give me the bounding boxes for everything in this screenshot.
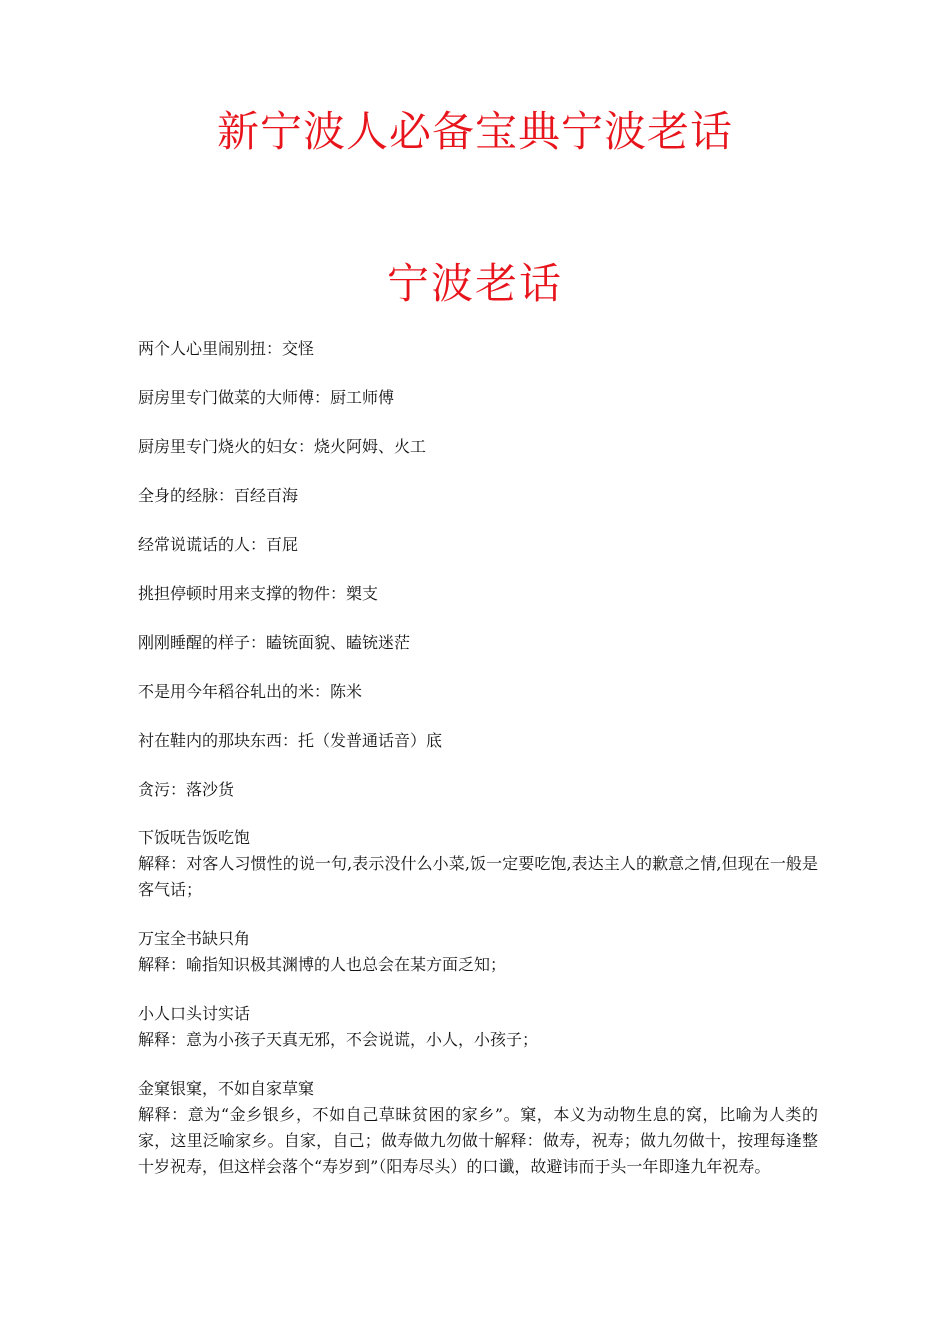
proverb-block [138,825,818,903]
section-heading: 宁波老话 [386,259,563,308]
term-entry: 厨房里专门烧火的妇女：烧火阿姆、火工 [138,437,427,456]
proverb-explanation: 解释：意为“金乡银乡，不如自己草昧贫困的家乡”。窠，本义为动物生息的窝，比喻为人类的家，这里泛喻家乡。自家，自己；做寿做九勿做十解释：做寿，祝寿；做九勿做十，按理每逢整十岁祝寿，但这样会落个“寿岁到”（阳寿尽头）的口谶，故避讳而于头一年即逢九年祝寿。 [138,1105,818,1176]
term-entry: 全身的经脉：百经百海 [138,486,299,505]
proverb-text: 小人口头讨实话 [138,1004,251,1023]
document-title: 新宁波人必备宝典宁波老话 [216,107,733,156]
proverb-text: 下饭呒告饭吃饱 [138,828,251,847]
proverb-text: 金窠银窠，不如自家草窠 [138,1079,315,1098]
proverb-block [138,1001,818,1053]
term-entry: 两个人心里闹别扭：交怪 [138,339,315,358]
proverb-explanation: 解释：对客人习惯性的说一句,表示没什么小菜,饭一定要吃饱,表达主人的歉意之情,但现在一般是客气话； [138,854,818,899]
term-entry: 经常说谎话的人：百屁 [138,535,299,554]
term-entry: 挑担停顿时用来支撑的物件：槊支 [138,584,379,603]
proverb-block [138,1076,818,1180]
term-list [138,337,818,827]
term-entry: 不是用今年稻谷轧出的米：陈米 [138,682,363,701]
term-entry: 贪污：落沙货 [138,780,235,799]
proverb-block [138,926,818,978]
term-entry: 衬在鞋内的那块东西：托（发普通话音）底 [138,731,443,750]
proverb-list [138,825,818,1203]
proverb-text: 万宝全书缺只角 [138,929,251,948]
term-entry: 厨房里专门做菜的大师傅：厨工师傅 [138,388,395,407]
proverb-explanation: 解释：喻指知识极其渊博的人也总会在某方面乏知； [138,955,507,974]
term-entry: 刚刚睡醒的样子：瞌铳面貌、瞌铳迷茫 [138,633,411,652]
proverb-explanation: 解释：意为小孩子天真无邪，不会说谎，小人，小孩子； [138,1030,539,1049]
